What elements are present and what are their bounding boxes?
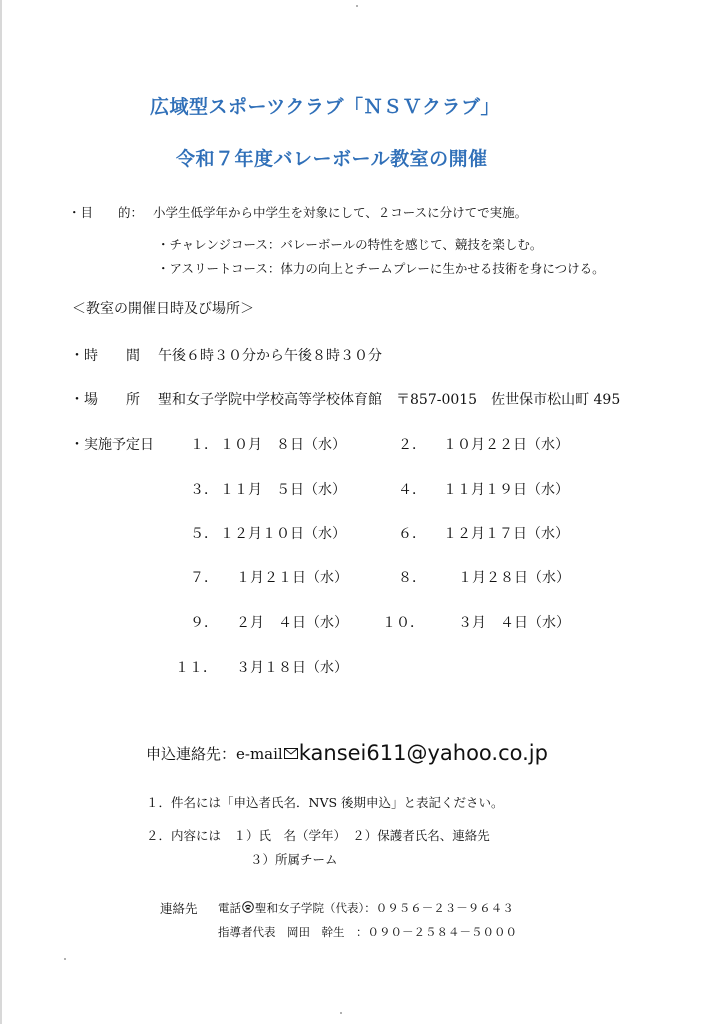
- purpose-label: ・目 的：: [68, 205, 144, 220]
- date-value: ２月 ４日（水）: [236, 615, 348, 631]
- email-link[interactable]: kansei611@yahoo.co.jp: [298, 741, 548, 765]
- date-value: ３月１８日（水）: [236, 660, 348, 676]
- application-note-team: ３）所属チーム: [250, 852, 338, 867]
- contact-phone-text: 聖和女子学院（代表）：０９５６－２３－９６４３: [255, 901, 514, 915]
- date-value: １月２８日（水）: [458, 570, 570, 586]
- envelope-icon: [284, 744, 298, 763]
- scan-speck: [64, 958, 66, 960]
- date-number: １．: [190, 437, 218, 453]
- time-value: 午後６時３０分から午後８時３０分: [158, 348, 382, 364]
- scan-speck: [356, 5, 358, 7]
- document-title: 広域型スポーツクラブ「ＮＳＶクラブ」: [150, 96, 501, 118]
- date-number: ３．: [190, 482, 218, 498]
- date-value: １２月１０日（水）: [220, 526, 346, 542]
- application-note-subject: １．件名には「申込者氏名．NVS 後期申込」と表記ください。: [146, 795, 504, 810]
- contact-phone-line: [218, 900, 514, 916]
- phone-prefix: 電話: [218, 901, 241, 915]
- document-subtitle: 令和７年度バレーボール教室の開催: [176, 148, 488, 170]
- application-label: 申込連絡先：e-mail: [146, 744, 283, 763]
- date-value: １１月 ５日（水）: [220, 482, 346, 498]
- course-challenge: ・チャレンジコース：バレーボールの特性を感じて、競技を楽しむ。: [157, 237, 543, 252]
- course-athlete: ・アスリートコース：体力の向上とチームプレーに生かせる技術を身につける。: [157, 261, 605, 276]
- contact-label: 連絡先: [160, 901, 198, 916]
- date-value: ３月 ４日（水）: [458, 615, 570, 631]
- date-value: １０月 ８日（水）: [220, 437, 346, 453]
- purpose-text: 小学生低学年から中学生を対象にして、２コースに分けてで実施。: [153, 205, 528, 220]
- scan-speck: [340, 1012, 342, 1014]
- schedule-heading: ＜教室の開催日時及び場所＞: [72, 301, 254, 317]
- date-value: １月２１日（水）: [236, 570, 348, 586]
- date-number: ２．: [398, 437, 426, 453]
- dates-label: ・実施予定日: [70, 437, 154, 453]
- date-number: ５．: [190, 526, 218, 542]
- place-value: 聖和女子学院中学校高等学校体育館 〒857-0015 佐世保市松山町 495: [158, 392, 621, 408]
- application-note-content: ２．内容には １）氏 名（学年） ２）保護者氏名、連絡先: [146, 828, 490, 843]
- date-value: １０月２２日（水）: [443, 437, 569, 453]
- date-number: １１．: [175, 660, 217, 676]
- date-number: １０．: [382, 615, 424, 631]
- date-number: ６．: [398, 526, 426, 542]
- date-number: ８．: [398, 570, 426, 586]
- contact-coach-line: 指導者代表 岡田 幹生 ：０９０－２５８４－５０００: [218, 925, 517, 939]
- date-number: ４．: [398, 482, 426, 498]
- date-number: ７．: [190, 570, 218, 586]
- page-edge: [0, 0, 2, 1024]
- telephone-icon: [242, 901, 254, 916]
- date-number: ９．: [190, 615, 218, 631]
- place-label: ・場 所: [70, 392, 140, 408]
- application-contact: [146, 741, 548, 765]
- time-label: ・時 間: [70, 348, 140, 364]
- date-value: １１月１９日（水）: [443, 482, 569, 498]
- date-value: １２月１７日（水）: [443, 526, 569, 542]
